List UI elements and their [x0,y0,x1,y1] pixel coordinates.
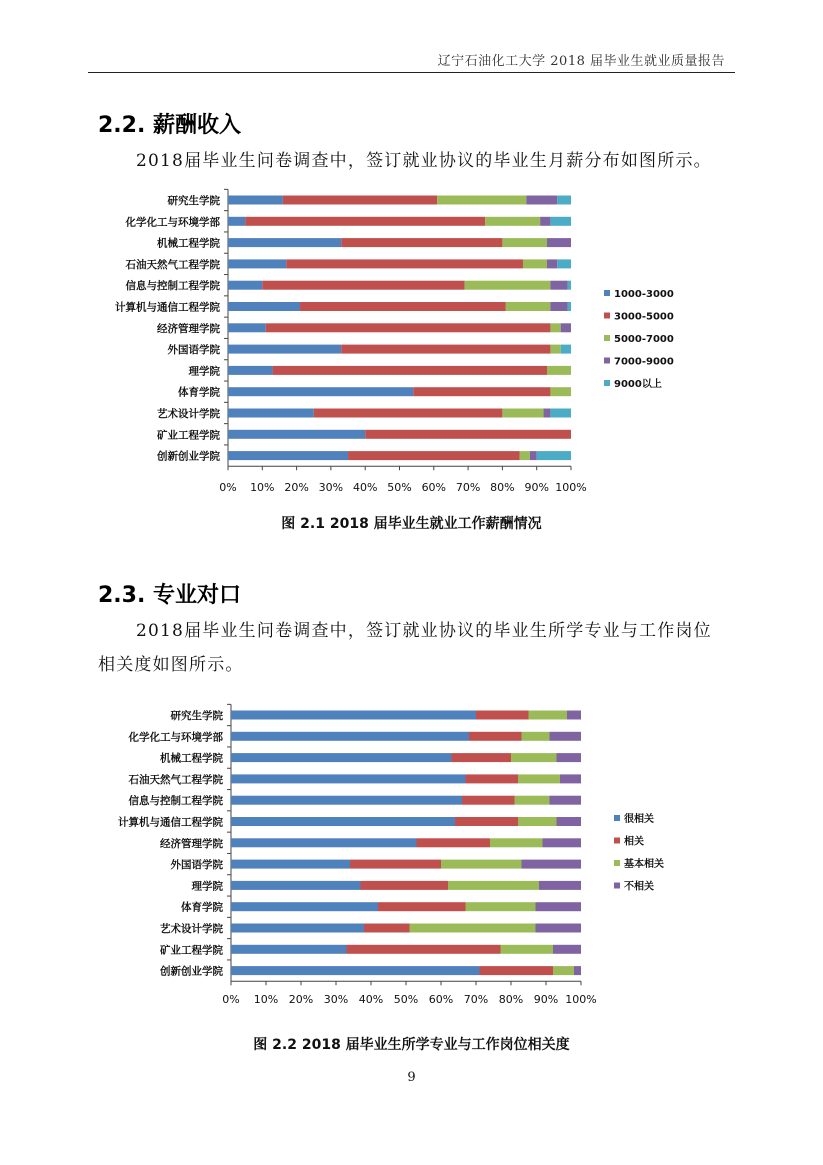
legend-swatch [614,838,620,844]
bar-segment [490,838,543,847]
legend-swatch [614,883,620,889]
x-tick-label: 0% [219,481,237,494]
legend-label: 很相关 [624,814,654,825]
x-tick-label: 80% [498,993,524,1006]
bar-segment [522,860,582,869]
x-tick-label: 90% [533,993,559,1006]
section-title-match: 2.3. 专业对口 [98,583,241,608]
bar-segment [557,817,582,826]
x-tick-label: 10% [253,993,279,1006]
legend-label: 不相关 [624,881,654,893]
page-number: 9 [407,1070,416,1085]
bar-segment [462,796,515,805]
bar-segment [476,711,529,720]
category-label: 理学院 [188,365,220,378]
legend-label: 9000以上 [614,379,662,390]
bar-segment [501,945,554,954]
bar-segment [466,902,536,911]
bar-segment [364,924,410,933]
category-label: 创新创业学院 [160,965,223,978]
x-tick-label: 20% [284,481,309,494]
bar-segment [567,711,581,720]
bar-segment [550,732,582,741]
bar-segment [350,860,441,869]
x-tick-label: 30% [318,481,344,494]
x-tick-label: 30% [323,993,349,1006]
bar-segment [529,711,568,720]
bar-segment [452,753,512,762]
category-label: 机械工程学院 [160,752,223,765]
bar-segment [515,796,550,805]
category-label: 经济管理学院 [160,837,223,850]
bar-segment [557,753,582,762]
legend-label: 1000-3000 [614,289,674,300]
report-header: 辽宁石油化工大学 2018 届毕业生就业质量报告 [437,54,725,69]
bar-segment [410,924,536,933]
legend-swatch [614,815,620,821]
x-tick-label: 60% [428,993,454,1006]
bar-segment [560,774,581,783]
x-tick-label: 70% [455,481,481,494]
bar-segment [536,902,582,911]
bar-segment [469,732,522,741]
bar-segment [231,881,361,890]
category-label: 研究生学院 [170,710,223,722]
x-tick-label: 100% [555,481,587,494]
x-tick-label: 40% [352,481,378,494]
bar-segment [231,945,347,954]
bar-segment [553,966,574,975]
bar-segment [231,711,476,720]
x-tick-label: 60% [421,481,447,494]
bar-segment [231,796,462,805]
category-label: 体育学院 [181,901,223,914]
legend-swatch [614,860,620,866]
bar-segment [466,774,519,783]
category-label: 石油天然气工程学院 [125,258,220,271]
bar-segment [361,881,449,890]
category-label: 研究生学院 [167,195,220,207]
category-label: 计算机与通信工程学院 [115,301,220,314]
category-label: 体育学院 [178,386,220,399]
x-tick-label: 20% [288,993,314,1006]
category-label: 艺术设计学院 [160,923,223,935]
category-label: 石油天然气工程学院 [128,773,223,786]
category-label: 矿业工程学院 [160,944,223,957]
category-label: 化学化工与环境学部 [128,731,223,744]
bar-segment [550,796,582,805]
legend-label: 相关 [624,836,644,848]
caption-match: 图 2.2 2018 届毕业生所学专业与工作岗位相关度 [253,1037,570,1053]
x-tick-label: 10% [250,481,275,494]
bar-segment [539,881,581,890]
bar-segment [231,732,469,741]
bar-segment [347,945,501,954]
legend-label: 5000-7000 [614,334,674,345]
x-tick-label: 90% [524,481,549,494]
bar-segment [231,753,452,762]
category-label: 机械工程学院 [157,237,220,250]
category-label: 创新创业学院 [157,450,220,463]
caption-salary: 图 2.1 2018 届毕业生就业工作薪酬情况 [281,516,542,532]
bar-segment [231,966,480,975]
bar-segment [511,753,557,762]
bar-segment [574,966,581,975]
bar-segment [448,881,539,890]
bar-segment [231,817,455,826]
bar-segment [231,902,378,911]
bar-segment [231,860,350,869]
x-tick-label: 70% [463,993,489,1006]
legend-label: 3000-5000 [614,311,674,323]
paragraph-salary: 2018届毕业生问卷调查中，签订就业协议的毕业生月薪分布如图所示。 [136,151,712,171]
bar-segment [455,817,518,826]
bar-segment [518,774,560,783]
x-tick-label: 50% [393,993,419,1006]
bar-segment [522,732,550,741]
bar-segment [543,838,582,847]
legend-label: 基本相关 [624,859,664,870]
x-tick-label: 40% [358,993,384,1006]
category-label: 信息与控制工程学院 [128,795,223,808]
bar-segment [231,838,417,847]
category-label: 外国语学院 [167,344,220,357]
paragraph-match: 2018届毕业生问卷调查中，签订就业协议的毕业生所学专业与工作岗位相关度如图所示。 [98,621,712,675]
category-label: 外国语学院 [170,859,223,872]
bar-segment [378,902,466,911]
x-tick-label: 80% [490,481,515,494]
category-label: 矿业工程学院 [157,429,220,442]
x-tick-label: 50% [387,481,412,494]
bar-segment [536,924,582,933]
bar-segment [231,924,364,933]
category-label: 信息与控制工程学院 [125,280,220,293]
category-label: 经济管理学院 [157,322,220,335]
bar-segment [553,945,581,954]
bar-segment [518,817,557,826]
category-label: 计算机与通信工程学院 [118,816,223,829]
bar-segment [231,774,466,783]
x-tick-label: 0% [222,993,240,1006]
legend-label: 7000-9000 [614,356,674,368]
category-label: 艺术设计学院 [157,408,220,420]
section-title-salary: 2.2. 薪酬收入 [98,113,241,138]
bar-segment [480,966,554,975]
category-label: 理学院 [191,880,223,893]
category-label: 化学化工与环境学部 [125,216,220,229]
bar-segment [417,838,491,847]
x-tick-label: 100% [565,993,597,1006]
bar-segment [441,860,522,869]
